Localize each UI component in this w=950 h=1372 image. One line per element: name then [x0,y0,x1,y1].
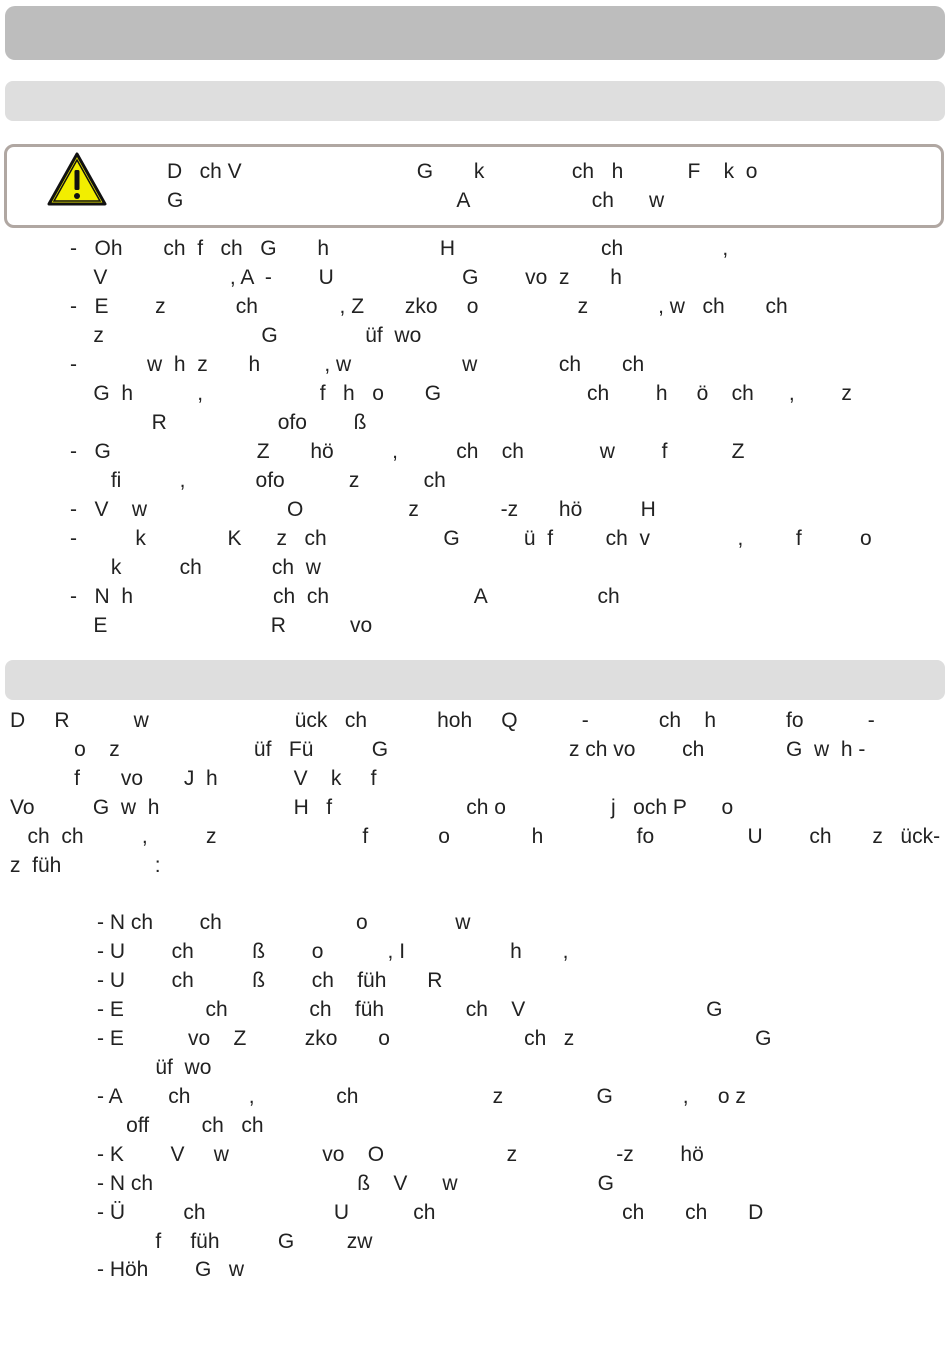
list-item: V , A - U G vo z h [70,266,622,289]
section-bar [5,660,945,700]
list-item: - E vo Z zko o ch z G [97,1027,772,1050]
list-item: f füh G zw [97,1230,373,1253]
paragraph-line: ch ch , z f o h fo U ch z ück- [10,825,941,848]
list-item: G h , f h o G ch h ö ch , z [70,382,852,405]
list-item: k ch ch w [70,556,321,579]
list-item: R ofo ß [70,411,367,434]
list-item: - N ch ß V w G [97,1172,614,1195]
list-item: - V w O z -z hö H [70,498,656,521]
list-item: - G Z hö , ch ch w f Z [70,440,745,463]
paragraph-line: D R w ück ch hoh Q - ch h fo - [10,709,875,732]
paragraph-line: f vo J h V k f [10,767,377,790]
warning-triangle-icon [47,152,107,206]
list-item: - K V w vo O z -z hö [97,1143,704,1166]
list-item: üf wo [97,1056,212,1079]
list-item: - E z ch , Z zko o z , w ch ch [70,295,788,318]
paragraph-line: Vo G w h H f ch o j och P o [10,796,734,819]
list-item: - U ch ß ch füh R [97,969,443,992]
list-item: E R vo [70,614,373,637]
list-item: - k K z ch G ü f ch v , f o [70,527,872,550]
warning-text-line: G A ch w [167,189,665,212]
warning-text-line: D ch V G k ch h F k o [167,160,758,183]
paragraph-line: z füh : [10,854,161,877]
list-item: fi , ofo z ch [70,469,446,492]
list-item: - N ch ch o w [97,911,471,934]
list-item: - A ch , ch z G , o z [97,1085,746,1108]
list-item: - Ü ch U ch ch ch D [97,1201,764,1224]
list-item: - w h z h , w w ch ch [70,353,645,376]
header-bar [5,6,945,60]
list-item: - N h ch ch A ch [70,585,620,608]
list-item: - U ch ß o , I h , [97,940,569,963]
list-item: - Oh ch f ch G h H ch , [70,237,729,260]
list-item: - Höh G w [97,1258,245,1281]
list-item: - E ch ch füh ch V G [97,998,723,1021]
list-item: z G üf wo [70,324,422,347]
warning-box [4,144,944,228]
subheader-bar [5,81,945,121]
paragraph-line: o z üf Fü G z ch vo ch G w h - [10,738,866,761]
list-item: off ch ch [97,1114,264,1137]
